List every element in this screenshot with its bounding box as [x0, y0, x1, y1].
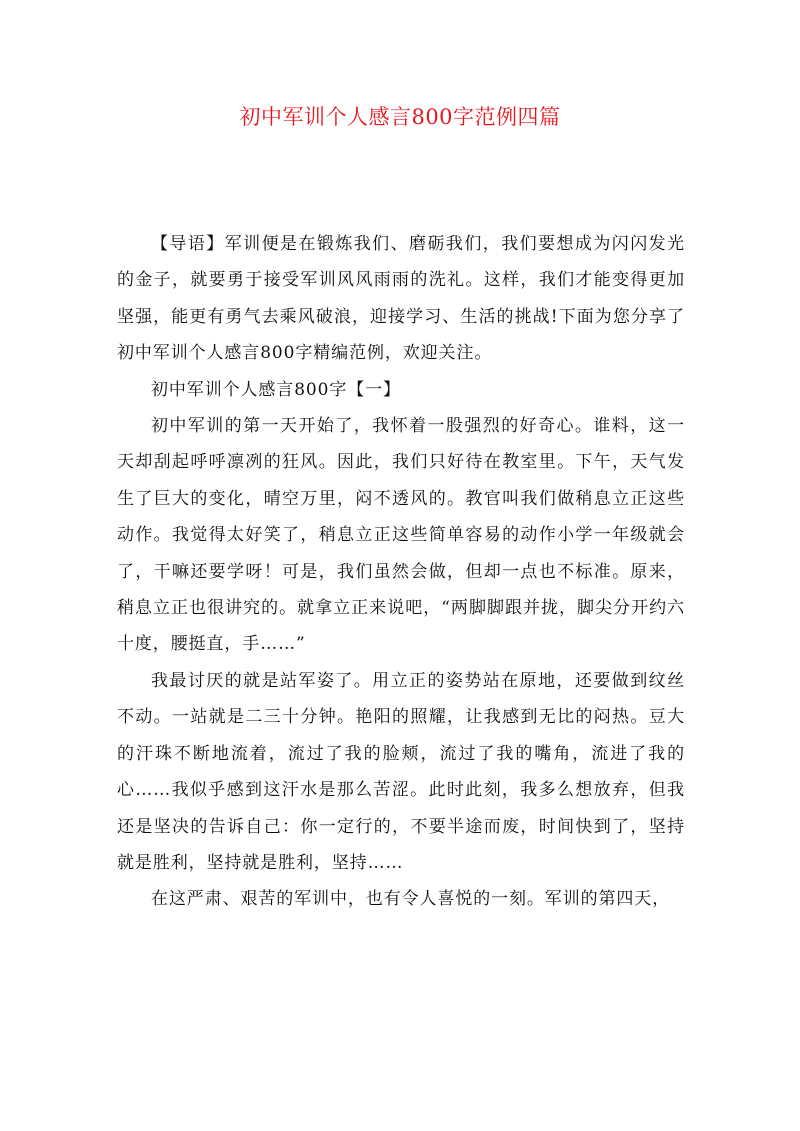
- section-heading: 初中军训个人感言800字【一】: [151, 379, 401, 400]
- document-body: [117, 226, 685, 918]
- body-paragraph: 初中军训的第一天开始了，我怀着一股强烈的好奇心。谁料，这一天却刮起呼呼凛冽的狂风。因此，我们只好待在教室里。下午，天气发生了巨大的变化，晴空万里，闷不透风的。教官叫我们做稍息立正这些动作。我觉得太好笑了，稍息立正这些简单容易的动作小学一年级就会了，干嘛还要学呀！可是，我们虽然会做，但却一点也不标准。原来，稍息立正也很讲究的。就拿立正来说吧，“两脚脚跟并拢，脚尖分开约六十度，腰挺直，手……”: [117, 416, 685, 655]
- body-paragraph: 我最讨厌的就是站军姿了。用立正的姿势站在原地，还要做到纹丝不动。一站就是二三十分钟。艳阳的照耀，让我感到无比的闷热。豆大的汗珠不断地流着，流过了我的脸颊，流过了我的嘴角，流进了我的心……我似乎感到这汗水是那么苦涩。此时此刻，我多么想放弃，但我还是坚决的告诉自己：你一定行的，不要半途而废，时间快到了，坚持就是胜利，坚持就是胜利，坚持……: [117, 670, 685, 873]
- body-paragraph: 在这严肃、艰苦的军训中，也有令人喜悦的一刻。军训的第四天，: [151, 889, 671, 910]
- intro-paragraph: 【导语】军训便是在锻炼我们、磨砺我们，我们要想成为闪闪发光的金子，就要勇于接受军训风风雨雨的洗礼。这样，我们才能变得更加坚强，能更有勇气去乘风破浪，迎接学习、生活的挑战!下面为您分享了初中军训个人感言800字精编范例，欢迎关注。: [117, 234, 685, 364]
- document-title: 初中军训个人感言800字范例四篇: [239, 105, 561, 129]
